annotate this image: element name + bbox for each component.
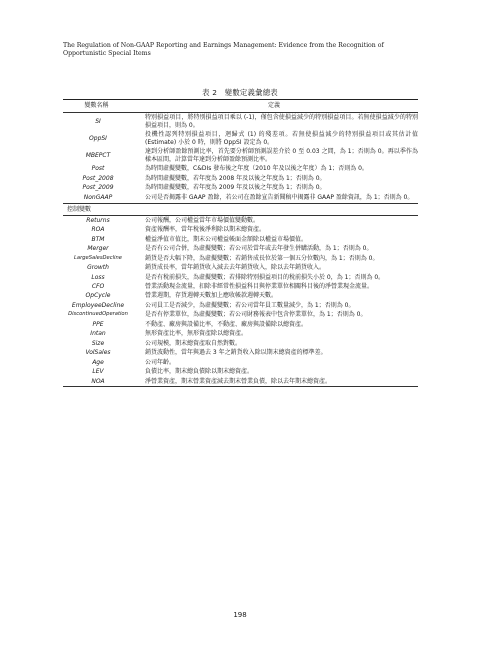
variable-name: Intan <box>90 330 106 338</box>
page-number: 198 <box>233 611 247 619</box>
variable-name: Returns <box>86 216 110 224</box>
variable-name: PPE <box>92 320 104 328</box>
running-header: The Regulation of Non-GAAP Reporting and Earnings Management: Evidence from the Recognition of Opportunistic Special Items <box>63 42 384 57</box>
variable-name: OpCycle <box>85 292 111 300</box>
table-row <box>63 244 418 253</box>
table-row <box>63 263 418 272</box>
table-row <box>63 339 418 348</box>
variable-name: Merger <box>87 245 109 253</box>
variable-name: MBEPCT <box>85 152 111 160</box>
variable-name: LEV <box>92 368 104 376</box>
variable-name: BTM <box>91 235 105 243</box>
variable-definition: 無形資產比率，無形資產除以總資產。 <box>145 330 248 338</box>
variable-definition: 公司報酬，公司權益當年市場價值變動數。 <box>145 216 260 224</box>
variable-definition: 是否有稅前損失，為虛擬變數；若排除特別損益項目的稅前損失小於 0，為 1；否則為 0。 <box>145 273 385 281</box>
variable-definition: 為時間虛擬變數，C&DIs 發布後之年度（2010 年及以後之年度）為 1；否則為 0。 <box>145 165 368 173</box>
variable-definition: 達到分析師盈餘預測比率，首先要分析師預測誤差介於 0 至 0.03 之間，為 1；否則為 0。再以季作為樣本區間，計算當年達到分析師盈餘預測比率。 <box>145 148 418 163</box>
table-row <box>63 301 418 310</box>
variable-definition: 銷貨波動性，當年與過去 3 年之銷貨收入除以期末總資產的標準差。 <box>145 349 327 357</box>
table-row <box>63 165 418 174</box>
table-header-row <box>63 100 418 112</box>
variable-definition: 投機性認列特別損益項目，迴歸式 (1) 的殘差項。若無使損益減少的特別損益項目或其估計值 (Estimate) 小於 0 時，則將 OppSI 設定為 0。 <box>145 131 418 146</box>
variable-name: Post <box>91 165 105 173</box>
variable-definition: 公司規模，期末總資產取自然對數。 <box>145 339 242 347</box>
variable-definition: 是否有停業單位，為虛擬變數；若公司財務報表中包含停業單位，為 1；否則為 0。 <box>145 311 367 319</box>
variable-name: Growth <box>87 264 109 272</box>
control-variables-section-label: 控制變數 <box>67 205 92 213</box>
table-row <box>63 273 418 282</box>
table-row <box>63 193 418 202</box>
table-row <box>63 320 418 329</box>
table-row <box>63 330 418 339</box>
table-row <box>63 282 418 291</box>
table-row <box>63 225 418 234</box>
table-row <box>63 367 418 376</box>
table-row <box>63 254 418 263</box>
table-row <box>63 113 418 130</box>
table-row <box>63 174 418 183</box>
variable-definition: 不動產、廠房與設備比率，不動產、廠房與設備除以總資產。 <box>145 320 308 328</box>
variable-name: LargeSalesDecline <box>74 254 122 261</box>
variable-name: OppSI <box>89 134 107 142</box>
variable-definition: 公司員工是否減少，為虛擬變數；若公司當年員工數量減少，為 1；否則為 0。 <box>145 301 355 309</box>
variable-name: Post_2008 <box>82 174 114 182</box>
table-row <box>63 130 418 147</box>
table-row <box>63 216 418 225</box>
variable-name: CFO <box>91 282 105 290</box>
column-header-definition: 定義 <box>267 102 280 110</box>
variable-name: NonGAAP <box>83 193 113 201</box>
table-row <box>63 184 418 193</box>
variable-name: SI <box>95 117 101 125</box>
table-row <box>63 311 418 320</box>
variable-definition: 營業週期，存貨週轉天數加上應收帳款週轉天數。 <box>145 292 278 300</box>
column-header-variable: 變數名稱 <box>84 102 109 110</box>
variable-definition: 淨營業資產，期末營業資產減去期末營業負債，除以去年期末總資產。 <box>145 377 332 385</box>
variable-definition: 權益淨值市值比，期末公司權益帳面金額除以權益市場價值。 <box>145 235 308 243</box>
variable-definition: 銷貨是否大幅下降，為虛擬變數；若銷售成長位於第一個五分位數內，為 1；否則為 0。 <box>145 254 379 262</box>
variable-name: EmployeeDecline <box>71 301 125 309</box>
table-row <box>63 377 418 386</box>
variable-name: ROA <box>91 226 105 234</box>
table-row <box>63 292 418 301</box>
variable-definition: 公司年齡。 <box>145 358 176 366</box>
table-row <box>63 147 418 164</box>
variable-definition: 是否有公司合併，為虛擬變數；若公司於當年或去年發生併購活動，為 1；否則為 0。 <box>145 245 373 253</box>
variable-name: Post_2009 <box>82 184 114 192</box>
variable-definition: 為時間虛擬變數，若年度為 2009 年及以後之年度為 1；否則為 0。 <box>145 184 326 192</box>
variable-definition-table <box>63 99 418 387</box>
variable-name: Size <box>91 339 105 347</box>
table-title: 表 2 變數定義彙總表 <box>202 88 278 97</box>
variable-definition: 營業活動現金流量，扣除非經常性損益科目與停業單位相關科目後的淨營業現金流量。 <box>145 282 374 290</box>
variable-definition: 資產報酬率，當年稅後淨利除以期末總資產。 <box>145 226 266 234</box>
variable-definition: 公司是否揭露非 GAAP 盈餘，若公司在盈餘宣告新聞稿中揭露非 GAAP 盈餘資訊，為 1；否則為 0。 <box>145 193 414 201</box>
variable-name: NOA <box>91 377 105 385</box>
variable-name: Loss <box>91 273 105 281</box>
variable-definition: 負債比率，期末總負債除以期末總資產。 <box>145 368 254 376</box>
variable-definition: 為時間虛擬變數，若年度為 2008 年及以後之年度為 1；否則為 0。 <box>145 174 326 182</box>
control-variable-rows <box>63 216 418 387</box>
variable-definition: 銷貨成長率，當年銷貨收入減去去年銷貨收入，除以去年銷貨收入。 <box>145 264 326 272</box>
table-row <box>63 348 418 357</box>
table-row <box>63 358 418 367</box>
main-variable-rows <box>63 113 418 203</box>
table-row <box>63 235 418 244</box>
variable-name: DiscontinuedOperation <box>68 311 128 318</box>
variable-name: VolSales <box>85 349 111 357</box>
variable-name: Age <box>92 358 104 366</box>
variable-definition: 特別損益項目，將特別損益項目乘以 (-1)，僅包含使損益減少的特別損益項目。若無使損益減少的特別損益項目，則為 0。 <box>145 113 418 129</box>
